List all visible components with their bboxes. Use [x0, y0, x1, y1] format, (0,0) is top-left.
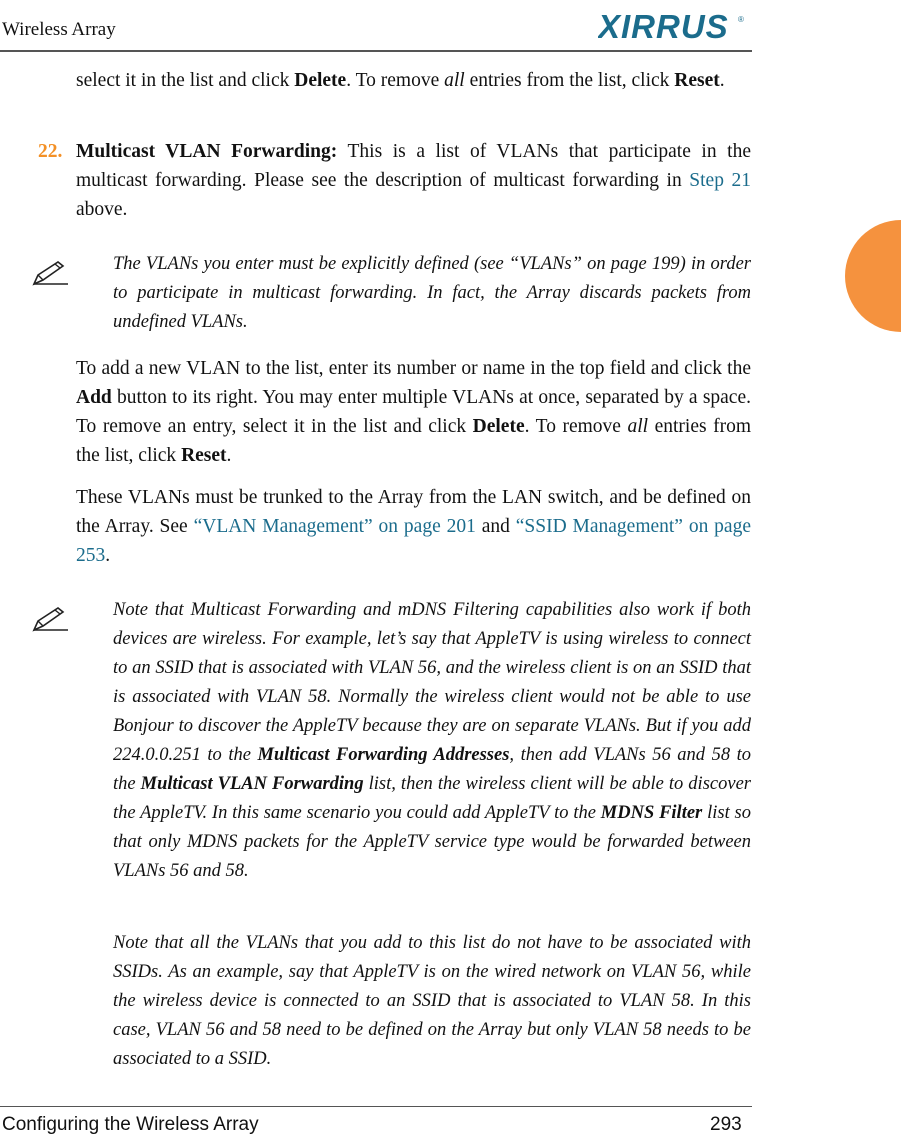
- chapter-tab-marker: [845, 220, 901, 332]
- step-21-link[interactable]: Step 21: [689, 170, 752, 191]
- footer-divider: [0, 1106, 752, 1107]
- paragraph-trunk-vlans: These VLANs must be trunked to the Array from the LAN switch, and be defined on the Array. See “VLAN Management” on page 201 and “SSID Management” on page 253.: [76, 487, 751, 566]
- note-multicast-wireless: Note that Multicast Forwarding and mDNS Filtering capabilities also work if both devices are wireless. For example, let’s say that AppleTV is using wireless to connect to an SSID that is associated with VLAN 56, and the wireless client is on an SSID that is associated with VLAN 58. Normally the wireless client would not be able to use Bonjour to discover the AppleTV because they are on separate VLANs. But if you add 224.0.0.251 to the Multicast Forwarding Addresses, then add VLANs 56 and 58 to the Multicast VLAN Forwarding list, then the wireless client will be able to discover the AppleTV. In this same scenario you could add AppleTV to the MDNS Filter list so that only MDNS packets for the AppleTV service type would be forwarded between VLANs 56 and 58.: [113, 600, 751, 881]
- step-number: 22.: [38, 141, 63, 162]
- page-number: 293: [710, 1114, 742, 1135]
- step-heading: Multicast VLAN Forwarding:: [76, 141, 338, 162]
- vlan-management-link[interactable]: “VLAN Management” on page 201: [193, 516, 476, 537]
- paragraph-reset-instructions: select it in the list and click Delete. To remove all entries from the list, click Reset.: [76, 70, 725, 91]
- ssid-management-link[interactable]: “SSID Management” on page 253: [76, 516, 751, 566]
- xirrus-logo: [598, 8, 748, 48]
- note-vlans-ssid-association: Note that all the VLANs that you add to this list do not have to be associated with SSIDs. As an example, say that AppleTV is on the wired network on VLAN 56, while the wireless device is connected to an SSID that is associated to VLAN 58. In this case, VLAN 56 and 58 need to be defined on the Array but only VLAN 58 needs to be associated to a SSID.: [113, 933, 751, 1069]
- header-divider: [0, 50, 752, 52]
- logo-registered-mark: ®: [738, 15, 744, 24]
- logo-wordmark: XIRRUS: [598, 8, 729, 44]
- pencil-note-icon: [30, 604, 70, 634]
- footer-section-title: Configuring the Wireless Array: [2, 1114, 259, 1135]
- pencil-note-icon: [30, 258, 70, 288]
- step-22-paragraph: Multicast VLAN Forwarding: This is a list of VLANs that participate in the multicast forwarding. Please see the description of multicast forwarding in Step 21 above.: [76, 141, 752, 220]
- paragraph-add-vlan: To add a new VLAN to the list, enter its number or name in the top field and click the Add button to its right. You may enter multiple VLANs at once, separated by a space. To remove an entry, select it in the list and click Delete. To remove all entries from the list, click Reset.: [76, 358, 751, 466]
- running-header-title: Wireless Array: [2, 19, 116, 40]
- note-vlans-defined: The VLANs you enter must be explicitly defined (see “VLANs” on page 199) in order to participate in multicast forwarding. In fact, the Array discards packets from undefined VLANs.: [113, 254, 751, 332]
